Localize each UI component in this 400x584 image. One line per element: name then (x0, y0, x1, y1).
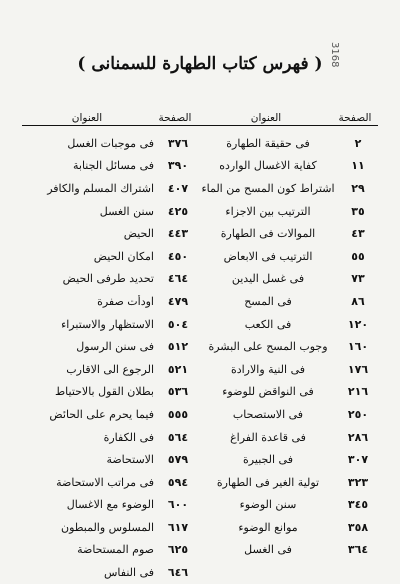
index-entry-title: الاستحاضة (106, 453, 154, 467)
index-entry-title: فى قاعدة الفراغ (230, 430, 306, 444)
index-row (200, 381, 378, 404)
title-header: العنوان (71, 112, 103, 124)
index-row (200, 471, 378, 494)
index-entry-title: فى حقيقة الطهارة (226, 136, 310, 150)
index-row (22, 403, 198, 426)
index-entry-title: فى النية والارادة (230, 362, 306, 376)
right-rows (200, 132, 378, 561)
index-page-number: ٢١٦ (347, 385, 369, 399)
index-entry-title: سنن الغسل (99, 204, 154, 218)
title-header: العنوان (250, 112, 282, 124)
index-page-number: ١٦٠ (347, 340, 369, 354)
index-row (22, 381, 198, 404)
index-page-number: ٣٧٦ (167, 136, 189, 150)
index-page-number: ٣٥٨ (347, 520, 369, 534)
index-entry-title: المسلوس والمبطون (60, 520, 154, 534)
index-page-number: ٦٤٦ (167, 566, 189, 580)
index-row (22, 200, 198, 223)
index-page-number: ٤٢٥ (167, 204, 189, 218)
index-row (22, 290, 198, 313)
index-page (22, 40, 378, 580)
index-entry-title: الموالات فى الطهارة (220, 227, 316, 241)
index-entry-title: فى النواقض للوضوء (222, 385, 314, 399)
index-row (200, 494, 378, 517)
index-row (22, 448, 198, 471)
index-row (22, 494, 198, 517)
index-row (200, 539, 378, 562)
index-row (200, 313, 378, 336)
index-row (200, 403, 378, 426)
index-page-number: ٥٥ (351, 249, 365, 263)
index-entry-title: اودأت صفرة (97, 294, 154, 308)
index-row (22, 222, 198, 245)
index-row (200, 132, 378, 155)
header-divider (22, 125, 378, 126)
index-entry-title: فيما يحرم على الحائض (49, 407, 154, 421)
index-row (200, 335, 378, 358)
index-page-number: ١٧٦ (347, 362, 369, 376)
page-header: الصفحة (338, 112, 372, 124)
index-entry-title: فى الجبيرة (243, 453, 293, 467)
index-entry-title: سنن الوضوء (239, 498, 297, 512)
index-page-number: ٣٩٠ (167, 159, 189, 173)
index-entry-title: اشتراط كون المسح من الماء (201, 181, 335, 195)
index-entry-title: فى الكفارة (103, 430, 154, 444)
index-page-number: ٥٢١ (167, 362, 189, 376)
index-page-number: ٥٣٦ (167, 385, 189, 399)
index-page-number: ٥١٢ (167, 340, 189, 354)
index-page-number: ٢٨٦ (347, 430, 369, 444)
index-row (22, 358, 198, 381)
index-row (22, 177, 198, 200)
manuscript-note: 3168 (329, 42, 340, 68)
index-page-number: ٤٦٤ (167, 272, 189, 286)
index-row (22, 132, 198, 155)
index-page-number: ٣٥ (351, 204, 365, 218)
index-entry-title: امكان الحيض (93, 249, 154, 263)
index-page-number: ٤٣ (351, 227, 365, 241)
index-entry-title: الترتيب بين الاجزاء (225, 204, 311, 218)
index-entry-title: فى الغسل (244, 543, 292, 557)
index-row (22, 471, 198, 494)
index-row (22, 245, 198, 268)
index-page-number: ٢٥٠ (347, 407, 369, 421)
index-page-number: ٥٩٤ (167, 475, 189, 489)
index-row (200, 516, 378, 539)
index-row (200, 290, 378, 313)
index-page-number: ٤٥٠ (167, 249, 189, 263)
index-page-number: ٥٠٤ (167, 317, 189, 331)
right-column-header (200, 94, 378, 126)
index-page-number: ٥٧٩ (167, 453, 189, 467)
index-entry-title: كفاية الاغسال الوارده (219, 159, 317, 173)
index-row (200, 245, 378, 268)
index-row (22, 155, 198, 178)
index-row (22, 539, 198, 562)
index-page-number: ٦٢٥ (167, 543, 189, 557)
index-entry-title: فى المسح (244, 294, 292, 308)
index-page-number: ١١ (351, 159, 365, 173)
index-row (22, 313, 198, 336)
index-row (200, 222, 378, 245)
index-page-number: ٦٠٠ (167, 498, 189, 512)
index-entry-title: فى غسل اليدين (231, 272, 305, 286)
index-entry-title: الوضوء مع الاغسال (66, 498, 154, 512)
index-entry-title: تولية الغير فى الطهارة (216, 475, 320, 489)
index-page-number: ٤٧٩ (167, 294, 189, 308)
right-column (200, 94, 378, 561)
index-page-number: ٧٣ (351, 272, 365, 286)
index-page-number: ٤٠٧ (167, 181, 189, 195)
index-row (200, 426, 378, 449)
index-entry-title: فى مراتب الاستحاضة (56, 475, 154, 489)
index-row (200, 155, 378, 178)
index-page-number: ٨٦ (351, 294, 365, 308)
index-page-number: ٢ (354, 136, 362, 150)
index-row (22, 268, 198, 291)
index-entry-title: صوم المستحاضة (77, 543, 154, 557)
index-entry-title: فى النفاس (104, 566, 154, 580)
index-entry-title: بطلان القول بالاحتياط (54, 385, 154, 399)
index-entry-title: فى الكعب (244, 317, 292, 331)
page-header: الصفحة (158, 112, 192, 124)
page-title: ( فهرس كتاب الطهارة للسمنانى ) (77, 54, 323, 74)
index-row (200, 177, 378, 200)
left-column (22, 94, 198, 584)
index-entry-title: موانع الوضوء (238, 520, 298, 534)
index-entry-title: فى موجبات الغسل (67, 136, 154, 150)
left-rows (22, 132, 198, 584)
index-entry-title: فى مسائل الجنابة (72, 159, 154, 173)
index-page-number: ٣٦٤ (347, 543, 369, 557)
index-page-number: ٤٤٣ (167, 227, 189, 241)
index-row (200, 200, 378, 223)
index-page-number: ٢٩ (351, 181, 365, 195)
index-row (200, 358, 378, 381)
index-entry-title: الترتيب فى الابعاض (223, 249, 313, 263)
index-page-number: ٥٥٥ (167, 407, 189, 421)
index-row (22, 516, 198, 539)
index-page-number: ٣٤٥ (347, 498, 369, 512)
left-column-header (22, 94, 198, 126)
index-row (200, 448, 378, 471)
index-entry-title: فى سنن الرسول (76, 340, 154, 354)
index-row (22, 335, 198, 358)
index-entry-title: الرجوع الى الاقارب (66, 362, 154, 376)
index-page-number: ٣٠٧ (347, 453, 369, 467)
index-entry-title: الحيض (123, 227, 154, 241)
index-entry-title: اشتراك المسلم والكافر (47, 181, 154, 195)
index-page-number: ٥٦٤ (167, 430, 189, 444)
index-entry-title: وجوب المسح على البشرة (208, 340, 328, 354)
index-page-number: ١٢٠ (347, 317, 369, 331)
index-row (22, 561, 198, 584)
index-row (22, 426, 198, 449)
index-row (200, 268, 378, 291)
index-page-number: ٣٢٣ (347, 475, 369, 489)
index-page-number: ٦١٧ (167, 520, 189, 534)
index-entry-title: تحديد طرفى الحيض (62, 272, 154, 286)
index-entry-title: الاستظهار والاستبراء (61, 317, 154, 331)
index-entry-title: فى الاستصحاب (232, 407, 304, 421)
